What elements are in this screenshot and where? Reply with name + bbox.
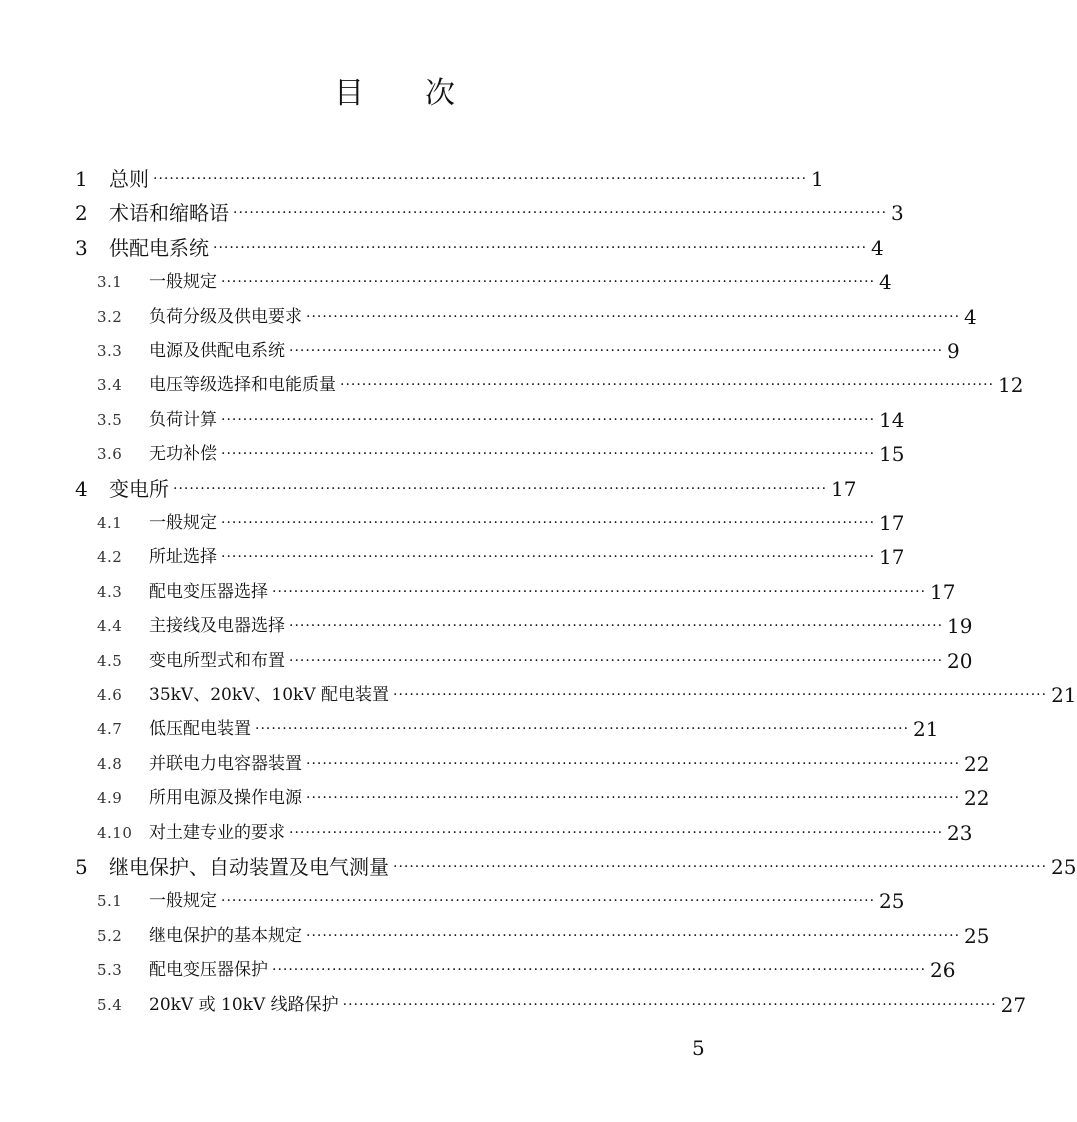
toc-entry-number: 5 (75, 855, 88, 879)
toc-leader-dots: ························································································································ (289, 343, 944, 359)
toc-entry[interactable] (75, 540, 905, 574)
toc-entry[interactable] (75, 162, 824, 196)
toc-entry-number: 3.1 (97, 273, 123, 291)
toc-leader-dots: ························································································································ (340, 377, 995, 393)
toc-entry-title: 负荷分级及供电要求 (149, 307, 302, 327)
toc-leader-dots: ························································································································ (221, 549, 876, 565)
toc-leader-dots: ························································································································ (221, 446, 876, 462)
toc-entry[interactable] (75, 575, 956, 609)
toc-entry-number: 5.4 (97, 996, 123, 1014)
toc-entry-number: 5.2 (97, 927, 123, 945)
toc-entry-number: 4.5 (97, 652, 123, 670)
toc-entry-title: 35kV、20kV、10kV 配电装置 (149, 685, 390, 705)
toc-entry-number: 3.3 (97, 342, 123, 360)
toc-entry-number: 3.4 (97, 376, 123, 394)
page-title (0, 74, 790, 114)
toc-entry-page: 4 (879, 270, 892, 294)
toc-leader-dots: ························································································································ (342, 997, 997, 1013)
toc-leader-dots: ························································································································ (306, 790, 961, 806)
toc-leader-dots: ························································································································ (306, 309, 961, 325)
toc-entry-page: 27 (1000, 993, 1027, 1017)
toc-entry[interactable] (75, 506, 905, 540)
toc-entry-title: 继电保护的基本规定 (149, 926, 302, 946)
toc-entry-number: 4.8 (97, 755, 123, 773)
toc-leader-dots: ························································································································ (255, 721, 910, 737)
toc-leader-dots: ························································································································ (306, 928, 961, 944)
toc-entry[interactable] (75, 609, 973, 643)
toc-entry-page: 12 (998, 373, 1024, 397)
toc-entry-title: 变电所 (109, 477, 169, 501)
toc-entry[interactable] (75, 265, 892, 299)
toc-leader-dots: ························································································································ (221, 412, 876, 428)
toc-entry-page: 25 (964, 924, 990, 948)
toc-entry[interactable] (75, 884, 905, 918)
toc-entry[interactable] (75, 300, 977, 334)
title-char-left: 目 (334, 76, 365, 111)
page-number: 5 (692, 1036, 705, 1060)
toc-entry-title: 主接线及电器选择 (149, 616, 285, 636)
toc-leader-dots: ························································································································ (173, 481, 828, 497)
toc-leader-dots: ························································································································ (233, 205, 888, 221)
toc-entry[interactable] (75, 644, 973, 678)
toc-entry-number: 5.1 (97, 892, 123, 910)
toc-leader-dots: ························································································································ (153, 171, 808, 187)
toc-entry-number: 4.7 (97, 720, 123, 738)
toc-entry-title: 电源及供配电系统 (149, 341, 285, 361)
toc-entry-title: 一般规定 (149, 891, 217, 911)
toc-entry[interactable] (75, 988, 1027, 1022)
toc-entry-title: 20kV 或 10kV 线路保护 (149, 995, 339, 1015)
toc-entry[interactable] (75, 368, 1024, 402)
toc-entry-page: 22 (964, 752, 990, 776)
toc-entry-number: 2 (75, 201, 88, 225)
toc-leader-dots: ························································································································ (289, 653, 944, 669)
toc-entry[interactable] (75, 403, 905, 437)
toc-entry-page: 4 (871, 236, 884, 260)
toc-entry-number: 4.6 (97, 686, 123, 704)
toc-leader-dots: ························································································································ (272, 962, 927, 978)
toc-entry-title: 术语和缩略语 (109, 201, 229, 225)
toc-entry-title: 对土建专业的要求 (149, 823, 285, 843)
toc-entry-title: 供配电系统 (109, 236, 209, 260)
toc-entry-page: 25 (879, 889, 905, 913)
toc-entry[interactable] (75, 781, 990, 815)
toc-entry-page: 14 (879, 408, 905, 432)
toc-entry-number: 3.5 (97, 411, 123, 429)
toc-entry-number: 4 (75, 477, 88, 501)
toc-entry-title: 变电所型式和布置 (149, 651, 285, 671)
toc-entry[interactable] (75, 850, 1077, 884)
toc-leader-dots: ························································································································ (289, 825, 944, 841)
toc-entry-page: 15 (879, 442, 905, 466)
toc-leader-dots: ························································································································ (221, 893, 876, 909)
toc-entry[interactable] (75, 919, 990, 953)
toc-entry-title: 并联电力电容器装置 (149, 754, 302, 774)
toc-leader-dots: ························································································································ (306, 756, 961, 772)
toc-entry-page: 21 (913, 717, 939, 741)
toc-entry-page: 20 (947, 649, 973, 673)
toc-leader-dots: ························································································································ (393, 859, 1048, 875)
toc-entry-title: 电压等级选择和电能质量 (149, 375, 336, 395)
toc-entry-page: 22 (964, 786, 990, 810)
toc-leader-dots: ························································································································ (393, 687, 1048, 703)
toc-entry-title: 负荷计算 (149, 410, 217, 430)
toc-entry-number: 3.6 (97, 445, 123, 463)
toc-entry-title: 无功补偿 (149, 444, 217, 464)
toc-entry[interactable] (75, 231, 884, 265)
toc-entry-number: 4.1 (97, 514, 123, 532)
toc-entry[interactable] (75, 196, 904, 230)
toc-entry[interactable] (75, 953, 956, 987)
toc-entry-title: 配电变压器保护 (149, 960, 268, 980)
toc-entry[interactable] (75, 334, 960, 368)
toc-entry-title: 低压配电装置 (149, 719, 251, 739)
toc-leader-dots: ························································································································ (221, 274, 876, 290)
toc-entry-page: 9 (947, 339, 960, 363)
toc-entry-title: 配电变压器选择 (149, 582, 268, 602)
title-char-right: 次 (425, 76, 456, 111)
toc-entry-number: 5.3 (97, 961, 123, 979)
toc-leader-dots: ························································································································ (272, 584, 927, 600)
toc-entry-title: 继电保护、自动装置及电气测量 (109, 855, 389, 879)
toc-entry-page: 1 (811, 167, 824, 191)
toc-entry[interactable] (75, 747, 990, 781)
toc-entry-title: 所用电源及操作电源 (149, 788, 302, 808)
toc-entry-page: 25 (1051, 855, 1077, 879)
toc-leader-dots: ························································································································ (213, 240, 868, 256)
toc-entry-number: 4.10 (97, 824, 133, 842)
toc-entry[interactable] (75, 712, 939, 746)
toc-leader-dots: ························································································································ (221, 515, 876, 531)
toc-entry-number: 3.2 (97, 308, 123, 326)
toc-entry-page: 17 (879, 511, 905, 535)
toc-entry-title: 一般规定 (149, 272, 217, 292)
toc-entry-page: 19 (947, 614, 973, 638)
toc-entry-page: 17 (879, 545, 905, 569)
toc-entry-page: 26 (930, 958, 956, 982)
toc-entry[interactable] (75, 816, 973, 850)
toc-entry[interactable] (75, 437, 905, 471)
toc-entry-page: 17 (831, 477, 857, 501)
toc-entry[interactable] (75, 678, 1077, 712)
toc-entry-page: 4 (964, 305, 977, 329)
toc-entry-number: 1 (75, 167, 88, 191)
toc-entry-title: 所址选择 (149, 547, 217, 567)
toc-entry-number: 4.2 (97, 548, 123, 566)
toc-leader-dots: ························································································································ (289, 618, 944, 634)
toc-entry-number: 4.3 (97, 583, 123, 601)
toc-entry-page: 17 (930, 580, 956, 604)
toc-entry-number: 4.9 (97, 789, 123, 807)
toc-entry-page: 23 (947, 821, 973, 845)
toc-entry-title: 一般规定 (149, 513, 217, 533)
toc-entry[interactable] (75, 472, 857, 506)
toc-entry-page: 3 (891, 201, 904, 225)
toc-entry-number: 3 (75, 236, 88, 260)
toc-entry-page: 21 (1051, 683, 1077, 707)
toc-entry-title: 总则 (109, 167, 149, 191)
toc-entry-number: 4.4 (97, 617, 123, 635)
